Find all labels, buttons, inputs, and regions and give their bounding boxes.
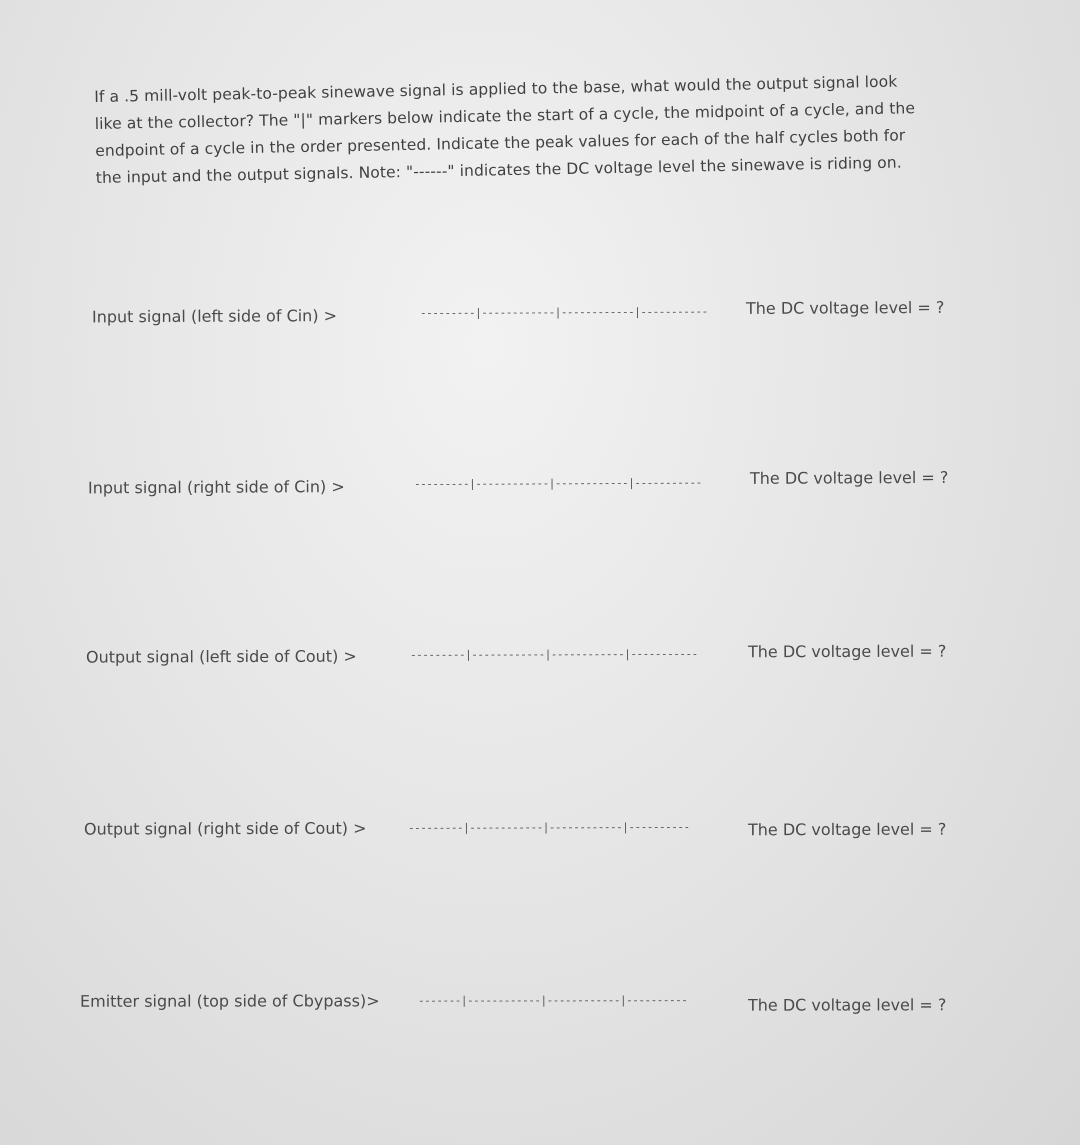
question-paragraph: [94, 67, 996, 192]
question-line: If a .5 mill-volt peak-to-peak sinewave signal is applied to the base, what would the output signal look: [94, 72, 898, 106]
question-line: like at the collector? The "|" markers below indicate the start of a cycle, the midpoint of a cycle, and the: [94, 99, 916, 133]
dc-voltage-label: The DC voltage level = ?: [747, 819, 947, 840]
cycle-markers: ---------|------------|------------|-----------: [419, 305, 708, 320]
signal-label: Input signal (left side of Cin) >: [91, 306, 338, 327]
signal-label: Output signal (right side of Cout) >: [83, 818, 367, 839]
signal-row-output-right-cout: [0, 816, 1080, 850]
dc-voltage-label: The DC voltage level = ?: [745, 297, 945, 318]
signal-row-output-left-cout: [0, 643, 1080, 677]
cycle-markers: ---------|------------|------------|----------: [407, 820, 690, 835]
signal-label: Emitter signal (top side of Cbypass)>: [79, 991, 380, 1011]
question-line: endpoint of a cycle in the order presented. Indicate the peak values for each of the half cycles both for: [95, 126, 906, 160]
signal-label: Output signal (left side of Cout) >: [85, 646, 357, 667]
signal-row-emitter-cbypass: [0, 991, 1080, 1023]
signal-label: Input signal (right side of Cin) >: [87, 477, 345, 498]
cycle-markers: -------|------------|------------|----------: [417, 993, 688, 1008]
cycle-markers: ---------|------------|------------|-----------: [413, 476, 702, 491]
signal-row-input-right-cin: [0, 469, 1080, 505]
signal-row-input-left-cin: [0, 299, 1080, 335]
dc-voltage-label: The DC voltage level = ?: [749, 467, 949, 488]
dc-voltage-label: The DC voltage level = ?: [747, 641, 947, 662]
question-line: the input and the output signals. Note: "------" indicates the DC voltage level the sinewave is riding on.: [95, 153, 902, 187]
cycle-markers: ---------|------------|------------|-----------: [409, 647, 698, 662]
dc-voltage-label: The DC voltage level = ?: [747, 995, 947, 1015]
